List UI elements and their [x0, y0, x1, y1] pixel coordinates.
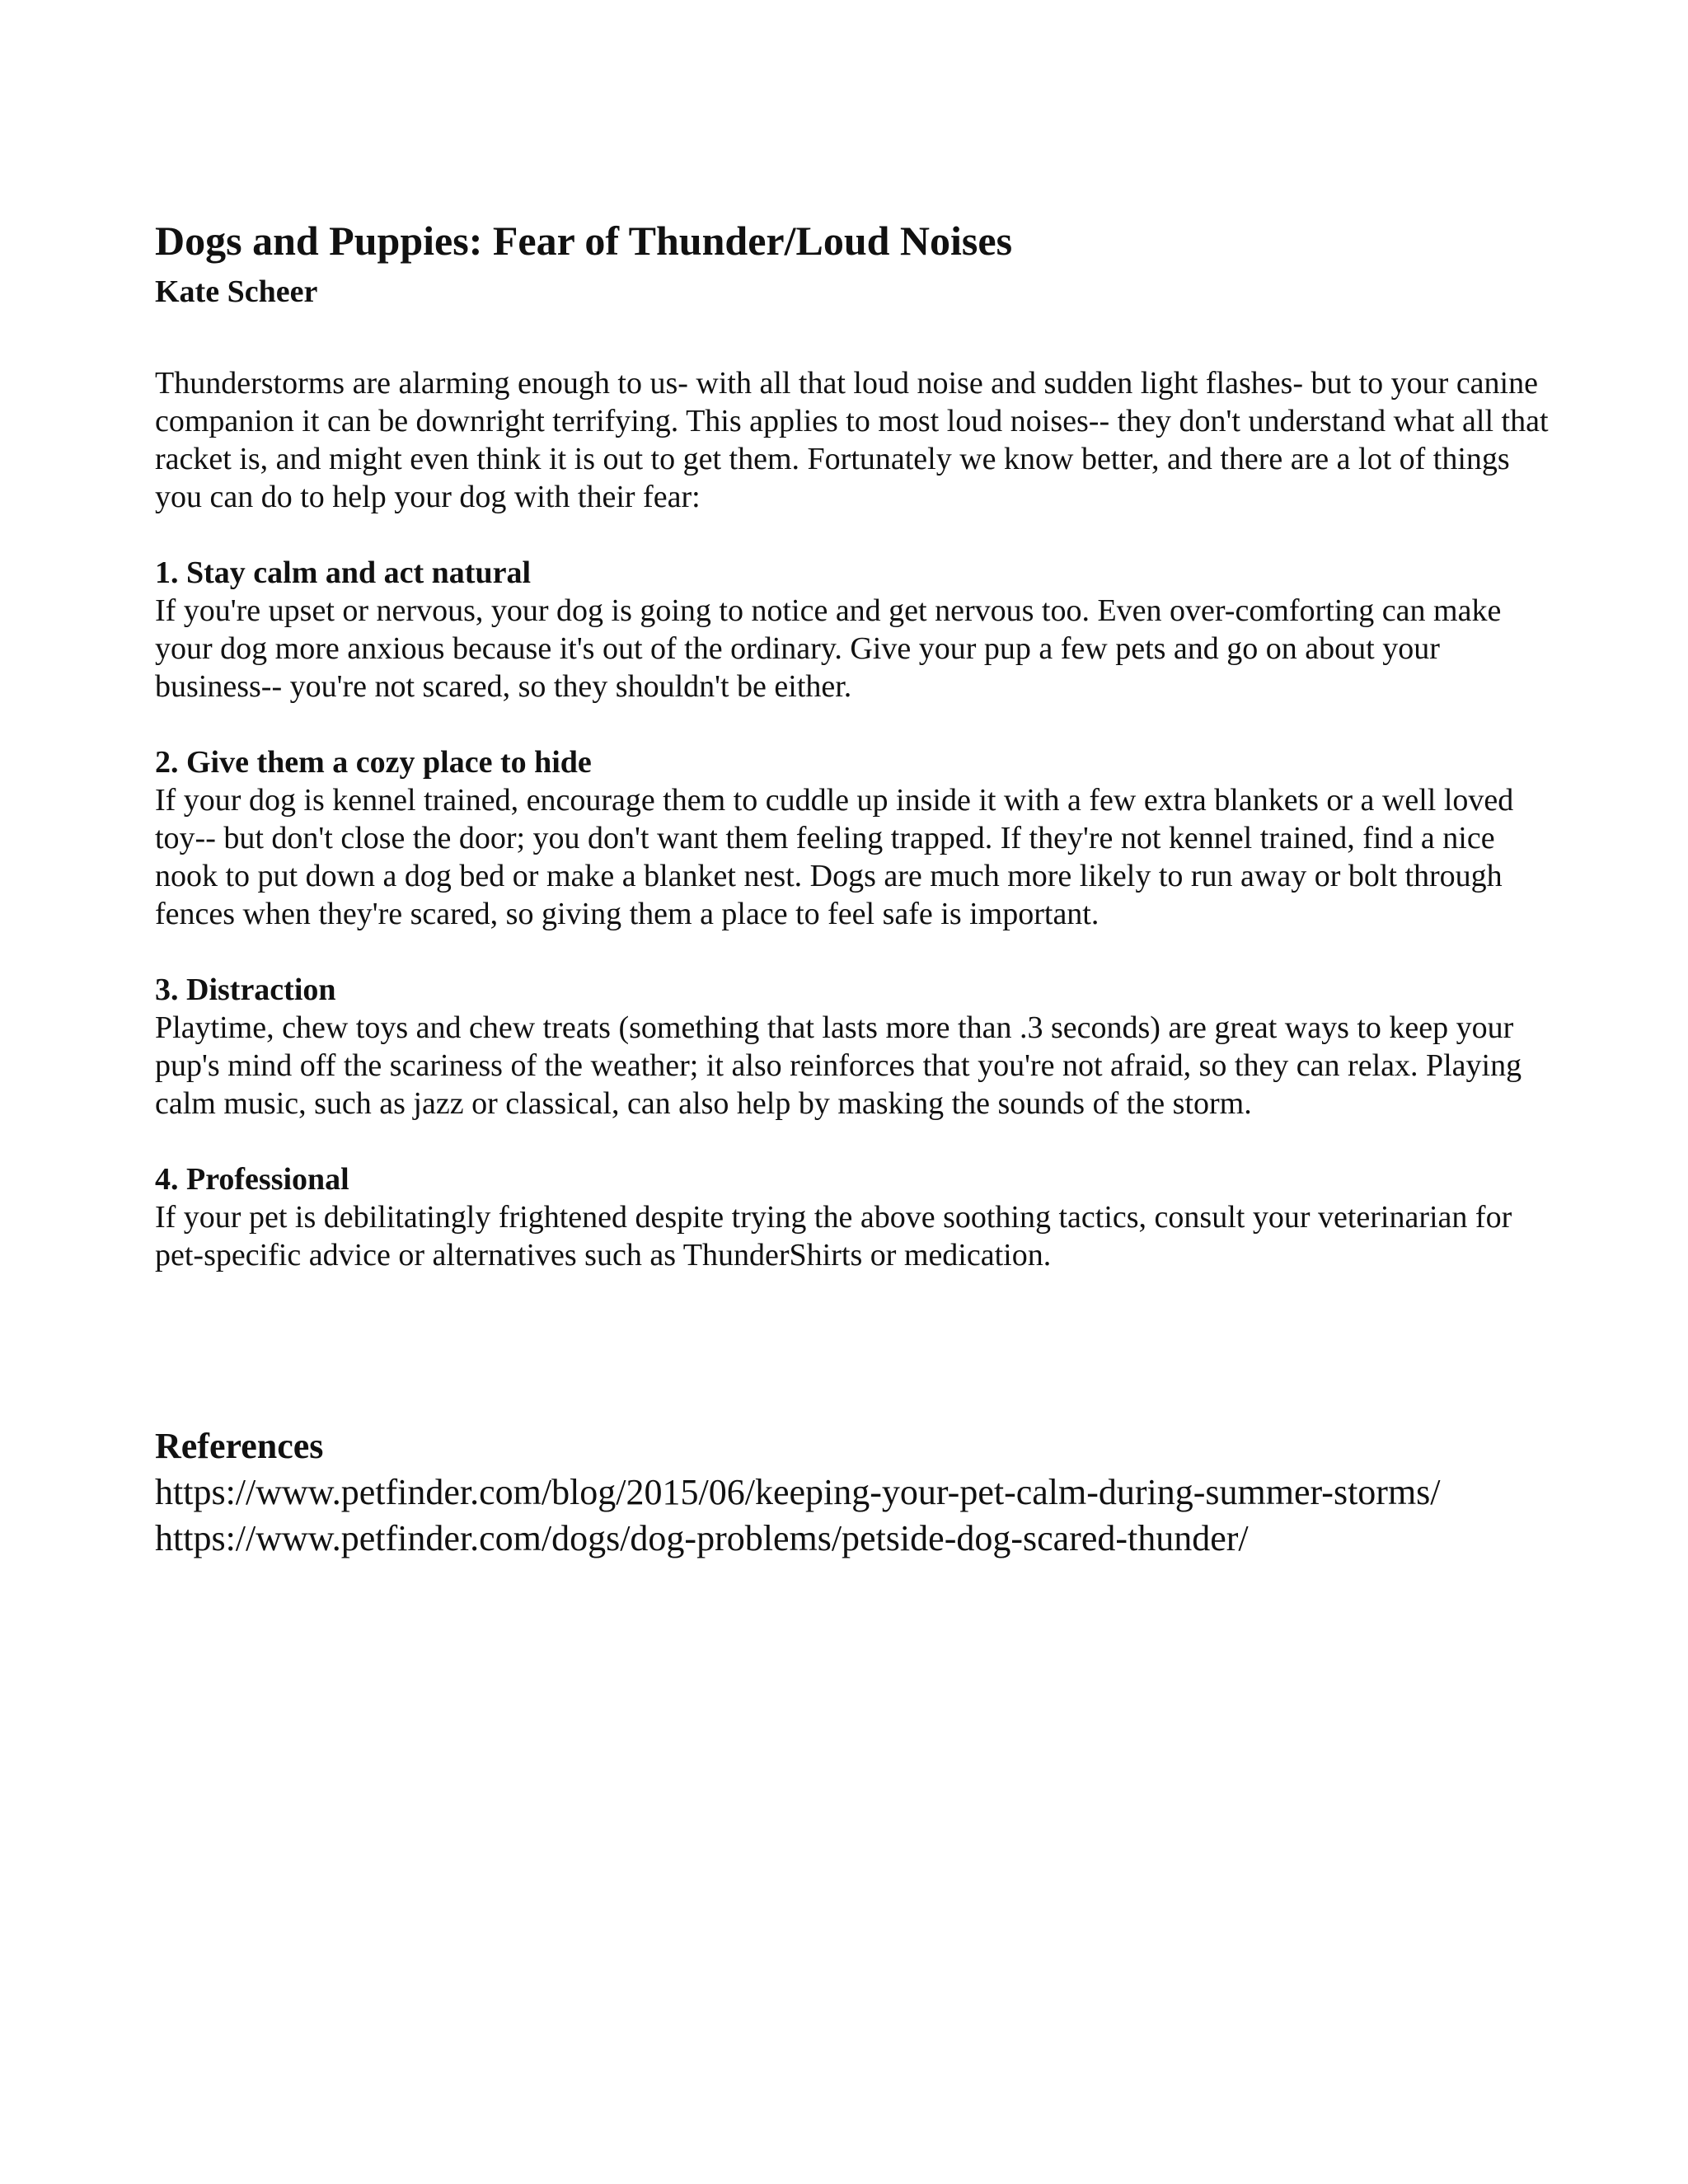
document-title: Dogs and Puppies: Fear of Thunder/Loud Noises: [155, 218, 1013, 264]
references-heading: References: [155, 1426, 324, 1466]
section-stay-calm: [155, 554, 1540, 705]
intro-paragraph: Thunderstorms are alarming enough to us- with all that loud noise and sudden light flashes- but to your canine companion it can be downright terrifying. This applies to most loud noises-- they don't understand what all that racket is, and might even think it is out to get them. Fortunately we know better, and there are a lot of things you can do to help your dog with their fear:: [155, 365, 1549, 514]
reference-link[interactable]: https://www.petfinder.com/blog/2015/06/keeping-your-pet-calm-during-summer-storms/: [155, 1472, 1441, 1512]
section-heading: 1. Stay calm and act natural: [155, 555, 531, 590]
document-page: [155, 216, 1549, 1274]
section-distraction: [155, 971, 1540, 1122]
section-body: If your dog is kennel trained, encourage them to cuddle up inside it with a few extra blankets or a well loved toy-- but don't close the door; you don't want them feeling trapped. If they're not kennel trained, find a nice nook to put down a dog bed or make a blanket nest. Dogs are much more likely to run away or bolt through fences when they're scared, so giving them a place to feel safe is important.: [155, 782, 1514, 931]
document-author: Kate Scheer: [155, 274, 318, 309]
section-cozy-place: [155, 743, 1540, 933]
section-heading: 4. Professional: [155, 1161, 349, 1197]
reference-link[interactable]: https://www.petfinder.com/dogs/dog-problems/petside-dog-scared-thunder/: [155, 1518, 1249, 1558]
section-body: Playtime, chew toys and chew treats (something that lasts more than .3 seconds) are great ways to keep your pup's mind off the scariness of the weather; it also reinforces that you're not afraid, so they can relax. Playing calm music, such as jazz or classical, can also help by masking the sounds of the storm.: [155, 1010, 1522, 1121]
section-heading: 2. Give them a cozy place to hide: [155, 744, 592, 780]
section-body: If your pet is debilitatingly frightened despite trying the above soothing tactics, consult your veterinarian for pet-specific advice or alternatives such as ThunderShirts or medication.: [155, 1199, 1512, 1272]
references-section: [155, 1423, 1655, 1562]
section-heading: 3. Distraction: [155, 972, 336, 1007]
section-professional: [155, 1160, 1540, 1274]
section-body: If you're upset or nervous, your dog is going to notice and get nervous too. Even over-comforting can make your dog more anxious because it's out of the ordinary. Give your pup a few pets and go on about your business-- you're not scared, so they shouldn't be either.: [155, 593, 1502, 704]
